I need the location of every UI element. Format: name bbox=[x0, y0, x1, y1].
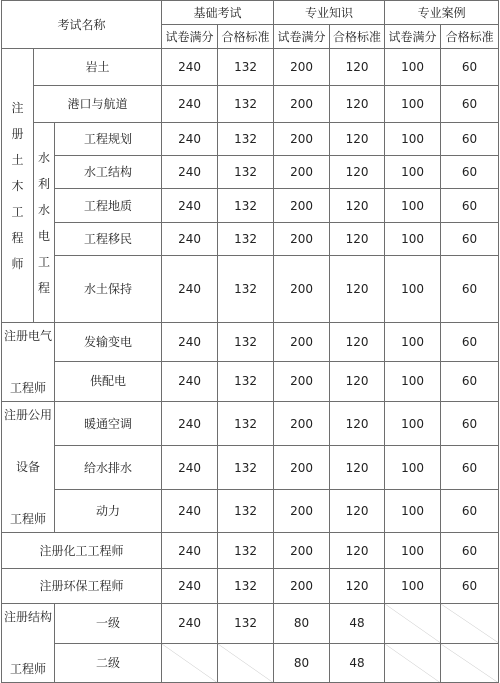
header-row-1 bbox=[2, 1, 499, 25]
exam-name-cell: 动力 bbox=[55, 490, 162, 533]
table-row bbox=[2, 323, 499, 362]
value-cell: 120 bbox=[330, 533, 385, 569]
value-cell: 60 bbox=[441, 223, 499, 256]
empty-diagonal-cell bbox=[385, 604, 441, 644]
water-conservancy-label: 水 利 水 电 工 程 bbox=[34, 123, 55, 323]
value-cell: 120 bbox=[330, 361, 385, 401]
exam-name-cell: 暖通空调 bbox=[55, 402, 162, 446]
value-cell: 200 bbox=[274, 86, 330, 123]
table-row bbox=[2, 49, 499, 86]
value-cell: 132 bbox=[218, 86, 274, 123]
value-cell: 80 bbox=[274, 643, 330, 683]
exam-score-table bbox=[1, 0, 499, 683]
value-cell: 132 bbox=[218, 256, 274, 323]
table-row bbox=[2, 223, 499, 256]
value-cell: 132 bbox=[218, 533, 274, 569]
table-row bbox=[2, 604, 499, 644]
table-row bbox=[2, 156, 499, 189]
value-cell: 100 bbox=[385, 189, 441, 223]
value-cell: 120 bbox=[330, 86, 385, 123]
value-cell: 200 bbox=[274, 223, 330, 256]
value-cell: 200 bbox=[274, 156, 330, 189]
value-cell: 100 bbox=[385, 49, 441, 86]
value-cell: 60 bbox=[441, 86, 499, 123]
group-header-knowledge: 专业知识 bbox=[274, 1, 385, 25]
exam-name-header: 考试名称 bbox=[2, 1, 162, 49]
exam-name-cell: 水工结构 bbox=[55, 156, 162, 189]
value-cell: 120 bbox=[330, 446, 385, 490]
value-cell: 100 bbox=[385, 402, 441, 446]
civil-engineer-label: 注 册 土 木 工 程 师 bbox=[2, 49, 34, 323]
table-row bbox=[2, 533, 499, 569]
value-cell: 240 bbox=[162, 123, 218, 156]
table-row bbox=[2, 256, 499, 323]
table-row bbox=[2, 569, 499, 604]
value-cell: 200 bbox=[274, 256, 330, 323]
exam-name-cell: 注册化工工程师 bbox=[2, 533, 162, 569]
value-cell: 200 bbox=[274, 490, 330, 533]
value-cell: 200 bbox=[274, 569, 330, 604]
value-cell: 100 bbox=[385, 490, 441, 533]
value-cell: 132 bbox=[218, 604, 274, 644]
exam-name-cell: 供配电 bbox=[55, 361, 162, 401]
electrical-engineer-label: 注册电气 工程师 bbox=[2, 323, 55, 402]
table-row bbox=[2, 490, 499, 533]
table-row bbox=[2, 123, 499, 156]
value-cell: 200 bbox=[274, 533, 330, 569]
value-cell: 100 bbox=[385, 223, 441, 256]
value-cell: 240 bbox=[162, 533, 218, 569]
table-row bbox=[2, 189, 499, 223]
empty-diagonal-cell bbox=[441, 643, 499, 683]
table-row bbox=[2, 86, 499, 123]
value-cell: 132 bbox=[218, 223, 274, 256]
exam-name-cell: 二级 bbox=[55, 643, 162, 683]
exam-name-cell: 工程地质 bbox=[55, 189, 162, 223]
group-header-basic: 基础考试 bbox=[162, 1, 274, 25]
value-cell: 120 bbox=[330, 569, 385, 604]
value-cell: 100 bbox=[385, 256, 441, 323]
value-cell: 120 bbox=[330, 123, 385, 156]
utilities-engineer-label: 注册公用 设备 工程师 bbox=[2, 402, 55, 533]
value-cell: 60 bbox=[441, 402, 499, 446]
value-cell: 240 bbox=[162, 323, 218, 362]
subheader-pass-mark: 合格标准 bbox=[441, 25, 499, 49]
value-cell: 60 bbox=[441, 323, 499, 362]
exam-name-cell: 一级 bbox=[55, 604, 162, 644]
value-cell: 240 bbox=[162, 490, 218, 533]
value-cell: 60 bbox=[441, 256, 499, 323]
value-cell: 132 bbox=[218, 569, 274, 604]
value-cell: 120 bbox=[330, 49, 385, 86]
empty-diagonal-cell bbox=[441, 604, 499, 644]
subheader-full-score: 试卷满分 bbox=[162, 25, 218, 49]
value-cell: 120 bbox=[330, 323, 385, 362]
empty-diagonal-cell bbox=[385, 643, 441, 683]
value-cell: 60 bbox=[441, 49, 499, 86]
subheader-pass-mark: 合格标准 bbox=[330, 25, 385, 49]
value-cell: 120 bbox=[330, 490, 385, 533]
exam-name-cell: 岩土 bbox=[34, 49, 162, 86]
value-cell: 120 bbox=[330, 189, 385, 223]
subheader-full-score: 试卷满分 bbox=[385, 25, 441, 49]
value-cell: 120 bbox=[330, 402, 385, 446]
value-cell: 132 bbox=[218, 123, 274, 156]
value-cell: 132 bbox=[218, 490, 274, 533]
value-cell: 100 bbox=[385, 323, 441, 362]
value-cell: 132 bbox=[218, 49, 274, 86]
value-cell: 240 bbox=[162, 402, 218, 446]
value-cell: 60 bbox=[441, 156, 499, 189]
value-cell: 240 bbox=[162, 49, 218, 86]
value-cell: 132 bbox=[218, 323, 274, 362]
exam-name-cell: 港口与航道 bbox=[34, 86, 162, 123]
value-cell: 240 bbox=[162, 256, 218, 323]
value-cell: 100 bbox=[385, 533, 441, 569]
value-cell: 132 bbox=[218, 361, 274, 401]
value-cell: 240 bbox=[162, 156, 218, 189]
value-cell: 60 bbox=[441, 361, 499, 401]
exam-name-cell: 水土保持 bbox=[55, 256, 162, 323]
value-cell: 80 bbox=[274, 604, 330, 644]
table-row bbox=[2, 446, 499, 490]
value-cell: 100 bbox=[385, 361, 441, 401]
value-cell: 48 bbox=[330, 643, 385, 683]
empty-diagonal-cell bbox=[162, 643, 218, 683]
value-cell: 240 bbox=[162, 86, 218, 123]
exam-name-cell: 给水排水 bbox=[55, 446, 162, 490]
value-cell: 200 bbox=[274, 123, 330, 156]
subheader-full-score: 试卷满分 bbox=[274, 25, 330, 49]
value-cell: 120 bbox=[330, 223, 385, 256]
exam-name-cell: 工程移民 bbox=[55, 223, 162, 256]
exam-name-cell: 发输变电 bbox=[55, 323, 162, 362]
value-cell: 200 bbox=[274, 189, 330, 223]
value-cell: 100 bbox=[385, 123, 441, 156]
value-cell: 60 bbox=[441, 533, 499, 569]
value-cell: 60 bbox=[441, 490, 499, 533]
value-cell: 60 bbox=[441, 446, 499, 490]
value-cell: 132 bbox=[218, 446, 274, 490]
value-cell: 240 bbox=[162, 446, 218, 490]
table-row bbox=[2, 361, 499, 401]
value-cell: 120 bbox=[330, 156, 385, 189]
value-cell: 100 bbox=[385, 569, 441, 604]
value-cell: 60 bbox=[441, 123, 499, 156]
value-cell: 240 bbox=[162, 569, 218, 604]
table-row bbox=[2, 402, 499, 446]
table-row bbox=[2, 643, 499, 683]
value-cell: 100 bbox=[385, 446, 441, 490]
subheader-pass-mark: 合格标准 bbox=[218, 25, 274, 49]
value-cell: 100 bbox=[385, 156, 441, 189]
structural-engineer-label: 注册结构 工程师 bbox=[2, 604, 55, 683]
value-cell: 60 bbox=[441, 189, 499, 223]
value-cell: 240 bbox=[162, 189, 218, 223]
value-cell: 200 bbox=[274, 446, 330, 490]
value-cell: 60 bbox=[441, 569, 499, 604]
value-cell: 240 bbox=[162, 223, 218, 256]
exam-name-cell: 注册环保工程师 bbox=[2, 569, 162, 604]
value-cell: 132 bbox=[218, 402, 274, 446]
empty-diagonal-cell bbox=[218, 643, 274, 683]
value-cell: 240 bbox=[162, 361, 218, 401]
value-cell: 120 bbox=[330, 256, 385, 323]
value-cell: 200 bbox=[274, 361, 330, 401]
value-cell: 132 bbox=[218, 189, 274, 223]
value-cell: 240 bbox=[162, 604, 218, 644]
value-cell: 200 bbox=[274, 402, 330, 446]
exam-name-cell: 工程规划 bbox=[55, 123, 162, 156]
group-header-case: 专业案例 bbox=[385, 1, 499, 25]
value-cell: 132 bbox=[218, 156, 274, 189]
value-cell: 100 bbox=[385, 86, 441, 123]
value-cell: 48 bbox=[330, 604, 385, 644]
value-cell: 200 bbox=[274, 323, 330, 362]
value-cell: 200 bbox=[274, 49, 330, 86]
